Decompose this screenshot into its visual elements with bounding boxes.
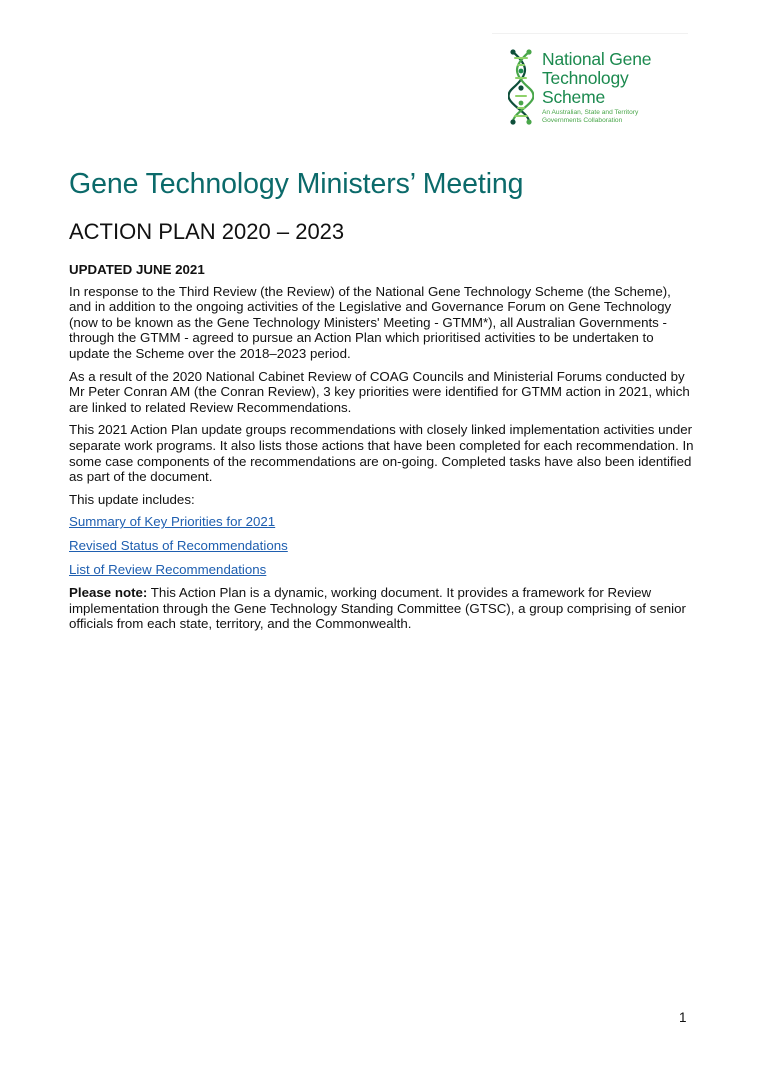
document-body <box>69 262 694 639</box>
link-summary-key-priorities[interactable]: Summary of Key Priorities for 2021 <box>69 514 276 530</box>
logo-tagline: An Australian, State and Territory Governments Collaboration <box>542 109 639 124</box>
update-groups-paragraph: This 2021 Action Plan update groups recommendations with closely linked implementation activities under separate work programs. It also lists those actions that have been completed for each recommendation. In some case components of the recommendations are on-going. Completed tasks have also been identified as part of the document. <box>69 422 694 485</box>
conran-review-paragraph: As a result of the 2020 National Cabinet Review of COAG Councils and Ministerial Forums conducted by Mr Peter Conran AM (the Conran Review), 3 key priorities were identified for GTMM action in 2021, which are linked to related Review Recommendations. <box>69 368 690 415</box>
scheme-logo <box>492 33 688 130</box>
logo-text <box>542 50 651 125</box>
note-label: Please note: <box>69 585 148 601</box>
please-note-paragraph <box>69 585 694 632</box>
page-number: 1 <box>679 1010 687 1025</box>
link-review-recommendations[interactable]: List of Review Recommendations <box>69 561 267 577</box>
link-revised-status[interactable]: Revised Status of Recommendations <box>69 537 288 553</box>
updated-date: UPDATED JUNE 2021 <box>69 262 205 277</box>
document-title: Gene Technology Ministers’ Meeting <box>69 168 524 200</box>
update-includes-paragraph: This update includes: <box>69 491 195 507</box>
document-subtitle: ACTION PLAN 2020 – 2023 <box>69 219 345 244</box>
note-text: This Action Plan is a dynamic, working document. It provides a framework for Review implementation through the Gene Technology Standing Committee (GTSC), a group comprising of senior officials from each state, territory, and the Commonwealth. <box>69 585 686 632</box>
logo-name: National Gene Technology Scheme <box>542 49 652 107</box>
contents-links <box>69 514 694 577</box>
intro-paragraph: In response to the Third Review (the Review) of the National Gene Technology Scheme (the Scheme), and in addition to the ongoing activities of the Legislative and Governance Forum on Gene Technology (now to be known as the Gene Technology Ministers' Meeting - GTMM*), all Australian Governments - through the GTMM - agreed to pursue an Action Plan which prioritised activities to be undertaken to update the Scheme over the 2018–2023 period. <box>69 283 672 361</box>
dna-helix-icon <box>508 48 534 126</box>
